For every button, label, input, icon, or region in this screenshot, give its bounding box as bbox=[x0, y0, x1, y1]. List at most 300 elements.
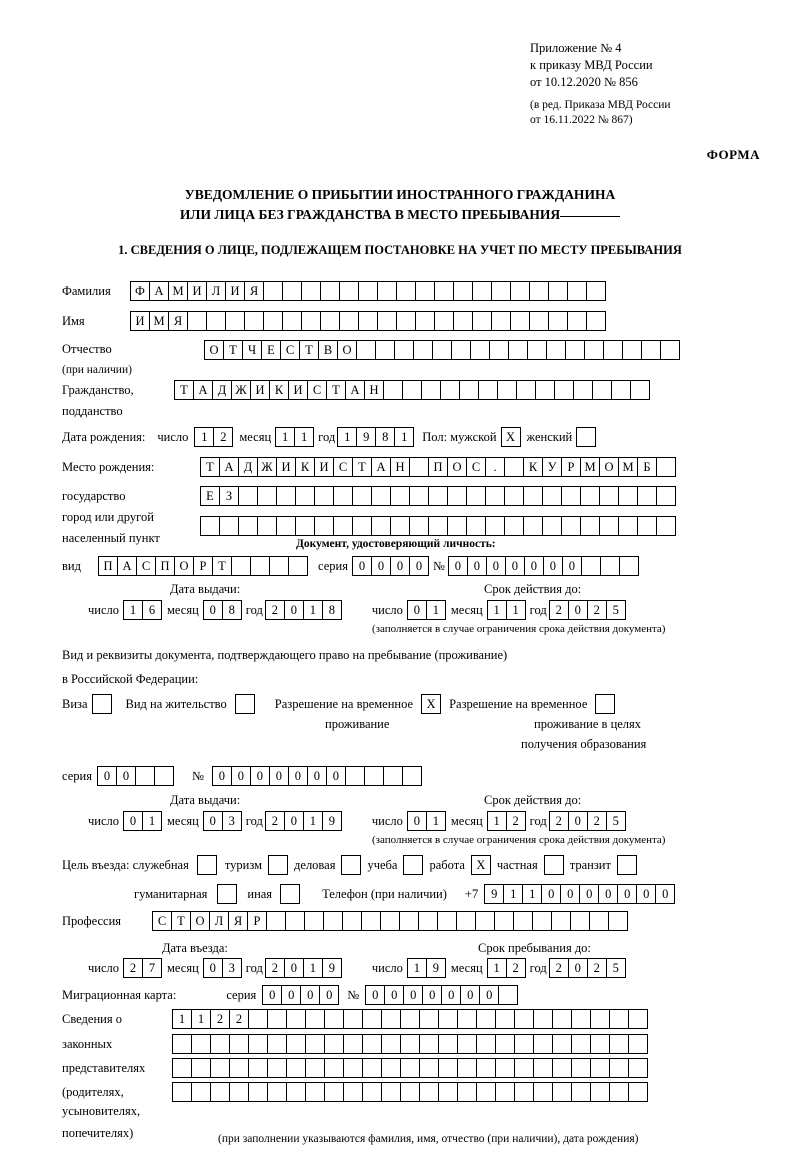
form-cell[interactable]: 1 bbox=[275, 427, 295, 447]
form-cell[interactable] bbox=[409, 516, 429, 536]
form-cell[interactable] bbox=[428, 486, 448, 506]
form-cell[interactable] bbox=[514, 1034, 534, 1054]
form-cell[interactable] bbox=[362, 1082, 382, 1102]
form-cell[interactable] bbox=[580, 486, 600, 506]
form-cell[interactable] bbox=[301, 311, 321, 331]
form-cell[interactable] bbox=[592, 380, 612, 400]
form-cell[interactable]: Л bbox=[209, 911, 229, 931]
form-cell[interactable]: 2 bbox=[229, 1009, 249, 1029]
form-cell[interactable]: 0 bbox=[562, 556, 582, 576]
stay-issue-year-cells[interactable] bbox=[265, 811, 342, 831]
form-cell[interactable]: 0 bbox=[407, 811, 427, 831]
form-cell[interactable] bbox=[609, 1034, 629, 1054]
form-cell[interactable] bbox=[172, 1034, 192, 1054]
form-cell[interactable] bbox=[434, 281, 454, 301]
form-cell[interactable]: 1 bbox=[142, 811, 162, 831]
form-cell[interactable] bbox=[362, 1034, 382, 1054]
form-cell[interactable] bbox=[571, 1009, 591, 1029]
form-cell[interactable]: Т bbox=[174, 380, 194, 400]
form-cell[interactable]: 2 bbox=[549, 811, 569, 831]
form-cell[interactable]: 0 bbox=[231, 766, 251, 786]
form-cell[interactable] bbox=[383, 380, 403, 400]
valid-month-cells[interactable] bbox=[487, 600, 526, 620]
form-cell[interactable]: А bbox=[371, 457, 391, 477]
form-cell[interactable] bbox=[609, 1058, 629, 1078]
form-cell[interactable]: О bbox=[447, 457, 467, 477]
form-cell[interactable]: 0 bbox=[524, 556, 544, 576]
form-cell[interactable] bbox=[235, 694, 255, 714]
form-cell[interactable] bbox=[286, 1034, 306, 1054]
form-cell[interactable] bbox=[342, 911, 362, 931]
form-cell[interactable] bbox=[622, 340, 642, 360]
form-cell[interactable]: 1 bbox=[303, 600, 323, 620]
form-cell[interactable] bbox=[485, 516, 505, 536]
form-cell[interactable] bbox=[438, 1058, 458, 1078]
form-cell[interactable]: 1 bbox=[506, 600, 526, 620]
form-cell[interactable] bbox=[361, 911, 381, 931]
form-cell[interactable] bbox=[362, 1058, 382, 1078]
form-cell[interactable]: 2 bbox=[265, 600, 285, 620]
form-cell[interactable]: 0 bbox=[467, 556, 487, 576]
form-cell[interactable]: 1 bbox=[522, 884, 542, 904]
form-cell[interactable] bbox=[571, 1082, 591, 1102]
form-cell[interactable] bbox=[320, 311, 340, 331]
form-cell[interactable]: И bbox=[288, 380, 308, 400]
form-cell[interactable] bbox=[497, 380, 517, 400]
form-cell[interactable]: 0 bbox=[262, 985, 282, 1005]
form-cell[interactable] bbox=[457, 1034, 477, 1054]
form-cell[interactable]: 9 bbox=[356, 427, 376, 447]
form-cell[interactable]: 1 bbox=[394, 427, 414, 447]
form-cell[interactable] bbox=[267, 1082, 287, 1102]
form-cell[interactable] bbox=[257, 516, 277, 536]
form-cell[interactable] bbox=[305, 1058, 325, 1078]
form-cell[interactable] bbox=[419, 1082, 439, 1102]
form-cell[interactable] bbox=[495, 1034, 515, 1054]
entry-month-cells[interactable] bbox=[203, 958, 242, 978]
form-cell[interactable] bbox=[341, 855, 361, 875]
form-cell[interactable] bbox=[552, 1082, 572, 1102]
form-cell[interactable] bbox=[191, 1082, 211, 1102]
form-cell[interactable]: 1 bbox=[487, 958, 507, 978]
form-cell[interactable]: А bbox=[219, 457, 239, 477]
form-cell[interactable]: 0 bbox=[365, 985, 385, 1005]
doc-series-cells[interactable] bbox=[352, 556, 429, 576]
form-cell[interactable] bbox=[580, 516, 600, 536]
form-cell[interactable]: 1 bbox=[303, 958, 323, 978]
purpose-study-box[interactable] bbox=[403, 855, 423, 875]
form-cell[interactable]: 9 bbox=[322, 811, 342, 831]
form-cell[interactable] bbox=[396, 311, 416, 331]
form-cell[interactable]: Л bbox=[206, 281, 226, 301]
form-cell[interactable]: 0 bbox=[568, 811, 588, 831]
form-cell[interactable]: X bbox=[501, 427, 521, 447]
form-cell[interactable] bbox=[400, 1034, 420, 1054]
form-cell[interactable]: И bbox=[250, 380, 270, 400]
form-cell[interactable] bbox=[589, 911, 609, 931]
form-cell[interactable]: 1 bbox=[294, 427, 314, 447]
form-cell[interactable] bbox=[603, 340, 623, 360]
form-cell[interactable] bbox=[466, 486, 486, 506]
form-cell[interactable] bbox=[491, 311, 511, 331]
form-cell[interactable]: 1 bbox=[487, 811, 507, 831]
phone-cells[interactable] bbox=[484, 884, 675, 904]
form-cell[interactable] bbox=[238, 486, 258, 506]
form-cell[interactable] bbox=[419, 1034, 439, 1054]
form-cell[interactable] bbox=[276, 516, 296, 536]
form-cell[interactable]: 5 bbox=[606, 600, 626, 620]
form-cell[interactable] bbox=[324, 1009, 344, 1029]
birth-day-cells[interactable] bbox=[194, 427, 233, 447]
form-cell[interactable]: 0 bbox=[568, 958, 588, 978]
form-cell[interactable] bbox=[400, 1058, 420, 1078]
form-cell[interactable] bbox=[409, 457, 429, 477]
form-cell[interactable] bbox=[229, 1058, 249, 1078]
form-cell[interactable] bbox=[628, 1009, 648, 1029]
form-cell[interactable]: Т bbox=[223, 340, 243, 360]
form-cell[interactable]: 1 bbox=[123, 600, 143, 620]
form-cell[interactable] bbox=[567, 281, 587, 301]
form-cell[interactable] bbox=[434, 311, 454, 331]
form-cell[interactable] bbox=[438, 1034, 458, 1054]
stay-valid-month-cells[interactable] bbox=[487, 811, 526, 831]
form-cell[interactable]: О bbox=[174, 556, 194, 576]
form-cell[interactable] bbox=[200, 516, 220, 536]
form-cell[interactable] bbox=[476, 1058, 496, 1078]
valid-day-cells[interactable] bbox=[407, 600, 446, 620]
form-cell[interactable] bbox=[206, 311, 226, 331]
form-cell[interactable] bbox=[523, 516, 543, 536]
form-cell[interactable]: 2 bbox=[587, 600, 607, 620]
form-cell[interactable] bbox=[282, 311, 302, 331]
form-cell[interactable] bbox=[476, 1082, 496, 1102]
form-cell[interactable] bbox=[419, 1009, 439, 1029]
form-cell[interactable]: П bbox=[98, 556, 118, 576]
form-cell[interactable] bbox=[191, 1058, 211, 1078]
form-cell[interactable]: 2 bbox=[549, 600, 569, 620]
form-cell[interactable] bbox=[478, 380, 498, 400]
form-cell[interactable] bbox=[533, 1009, 553, 1029]
form-cell[interactable] bbox=[381, 1034, 401, 1054]
form-cell[interactable] bbox=[415, 281, 435, 301]
form-cell[interactable] bbox=[456, 911, 476, 931]
doc-kind-cells[interactable] bbox=[98, 556, 308, 576]
form-cell[interactable] bbox=[533, 1034, 553, 1054]
form-cell[interactable] bbox=[371, 516, 391, 536]
form-cell[interactable] bbox=[514, 1058, 534, 1078]
form-cell[interactable]: Ж bbox=[231, 380, 251, 400]
form-cell[interactable]: 2 bbox=[265, 811, 285, 831]
form-cell[interactable]: 0 bbox=[441, 985, 461, 1005]
visa-box[interactable] bbox=[92, 694, 112, 714]
form-cell[interactable] bbox=[394, 340, 414, 360]
form-cell[interactable] bbox=[314, 486, 334, 506]
form-cell[interactable]: О bbox=[599, 457, 619, 477]
form-cell[interactable] bbox=[514, 1009, 534, 1029]
form-cell[interactable]: Т bbox=[212, 556, 232, 576]
form-cell[interactable] bbox=[628, 1034, 648, 1054]
form-cell[interactable] bbox=[333, 516, 353, 536]
form-cell[interactable] bbox=[491, 281, 511, 301]
legal-rep-row3-cells[interactable] bbox=[172, 1058, 648, 1078]
form-cell[interactable] bbox=[383, 766, 403, 786]
form-cell[interactable] bbox=[551, 911, 571, 931]
form-cell[interactable] bbox=[548, 281, 568, 301]
form-cell[interactable] bbox=[402, 380, 422, 400]
form-cell[interactable] bbox=[377, 281, 397, 301]
form-cell[interactable] bbox=[295, 516, 315, 536]
form-cell[interactable]: М bbox=[618, 457, 638, 477]
form-cell[interactable] bbox=[552, 1034, 572, 1054]
form-cell[interactable] bbox=[542, 486, 562, 506]
stay-number-cells[interactable] bbox=[212, 766, 422, 786]
form-cell[interactable]: 0 bbox=[568, 600, 588, 620]
form-cell[interactable] bbox=[529, 311, 549, 331]
form-cell[interactable]: Н bbox=[390, 457, 410, 477]
form-cell[interactable] bbox=[656, 516, 676, 536]
birth-place-row1-cells[interactable] bbox=[200, 457, 676, 477]
form-cell[interactable]: З bbox=[219, 486, 239, 506]
form-cell[interactable] bbox=[210, 1058, 230, 1078]
form-cell[interactable] bbox=[447, 486, 467, 506]
form-cell[interactable] bbox=[470, 340, 490, 360]
form-cell[interactable] bbox=[399, 911, 419, 931]
form-cell[interactable]: Ф bbox=[130, 281, 150, 301]
form-cell[interactable]: 9 bbox=[322, 958, 342, 978]
form-cell[interactable] bbox=[323, 911, 343, 931]
form-cell[interactable] bbox=[305, 1082, 325, 1102]
form-cell[interactable]: 1 bbox=[426, 811, 446, 831]
form-cell[interactable] bbox=[432, 340, 452, 360]
form-cell[interactable] bbox=[447, 516, 467, 536]
form-cell[interactable] bbox=[565, 340, 585, 360]
form-cell[interactable]: С bbox=[307, 380, 327, 400]
form-cell[interactable]: 1 bbox=[407, 958, 427, 978]
form-cell[interactable]: С bbox=[152, 911, 172, 931]
form-cell[interactable] bbox=[561, 486, 581, 506]
form-cell[interactable]: Я bbox=[228, 911, 248, 931]
form-cell[interactable]: 5 bbox=[606, 811, 626, 831]
form-cell[interactable]: 1 bbox=[172, 1009, 192, 1029]
form-cell[interactable] bbox=[295, 486, 315, 506]
form-cell[interactable] bbox=[498, 985, 518, 1005]
form-cell[interactable]: М bbox=[168, 281, 188, 301]
form-cell[interactable] bbox=[210, 1034, 230, 1054]
birth-year-cells[interactable] bbox=[337, 427, 414, 447]
form-cell[interactable]: 0 bbox=[326, 766, 346, 786]
form-cell[interactable]: 2 bbox=[210, 1009, 230, 1029]
form-cell[interactable]: 0 bbox=[284, 811, 304, 831]
form-cell[interactable] bbox=[380, 911, 400, 931]
purpose-service-box[interactable] bbox=[197, 855, 217, 875]
form-cell[interactable]: 0 bbox=[284, 958, 304, 978]
form-cell[interactable]: 0 bbox=[407, 600, 427, 620]
form-cell[interactable]: 0 bbox=[203, 958, 223, 978]
form-cell[interactable] bbox=[475, 911, 495, 931]
edu-residence-box[interactable] bbox=[595, 694, 615, 714]
form-cell[interactable] bbox=[571, 1058, 591, 1078]
form-cell[interactable]: 0 bbox=[390, 556, 410, 576]
form-cell[interactable]: П bbox=[155, 556, 175, 576]
form-cell[interactable] bbox=[523, 486, 543, 506]
form-cell[interactable] bbox=[533, 1058, 553, 1078]
form-cell[interactable] bbox=[343, 1058, 363, 1078]
form-cell[interactable] bbox=[516, 380, 536, 400]
form-cell[interactable] bbox=[339, 281, 359, 301]
form-cell[interactable]: К bbox=[523, 457, 543, 477]
form-cell[interactable] bbox=[244, 311, 264, 331]
form-cell[interactable] bbox=[630, 380, 650, 400]
form-cell[interactable] bbox=[459, 380, 479, 400]
form-cell[interactable] bbox=[609, 1009, 629, 1029]
form-cell[interactable] bbox=[552, 1058, 572, 1078]
legal-rep-row2-cells[interactable] bbox=[172, 1034, 648, 1054]
form-cell[interactable]: 2 bbox=[506, 958, 526, 978]
form-cell[interactable] bbox=[628, 1082, 648, 1102]
form-cell[interactable]: 0 bbox=[448, 556, 468, 576]
form-cell[interactable] bbox=[504, 516, 524, 536]
form-cell[interactable] bbox=[229, 1082, 249, 1102]
form-cell[interactable] bbox=[567, 311, 587, 331]
doc-number-cells[interactable] bbox=[448, 556, 639, 576]
form-cell[interactable]: О bbox=[204, 340, 224, 360]
form-cell[interactable]: 0 bbox=[460, 985, 480, 1005]
form-cell[interactable] bbox=[617, 855, 637, 875]
form-cell[interactable]: 0 bbox=[250, 766, 270, 786]
form-cell[interactable] bbox=[495, 1058, 515, 1078]
form-cell[interactable]: А bbox=[345, 380, 365, 400]
form-cell[interactable]: 0 bbox=[116, 766, 136, 786]
form-cell[interactable] bbox=[600, 556, 620, 576]
form-cell[interactable] bbox=[656, 457, 676, 477]
form-cell[interactable]: Т bbox=[200, 457, 220, 477]
form-cell[interactable]: 8 bbox=[222, 600, 242, 620]
residence-permit-box[interactable] bbox=[235, 694, 255, 714]
form-cell[interactable] bbox=[641, 340, 661, 360]
form-cell[interactable] bbox=[343, 1034, 363, 1054]
form-cell[interactable] bbox=[267, 1058, 287, 1078]
form-cell[interactable] bbox=[494, 911, 514, 931]
form-cell[interactable]: 0 bbox=[598, 884, 618, 904]
form-cell[interactable]: Е bbox=[261, 340, 281, 360]
form-cell[interactable] bbox=[400, 1009, 420, 1029]
form-cell[interactable] bbox=[339, 311, 359, 331]
entry-year-cells[interactable] bbox=[265, 958, 342, 978]
form-cell[interactable] bbox=[533, 1082, 553, 1102]
form-cell[interactable]: 1 bbox=[503, 884, 523, 904]
issue-day-cells[interactable] bbox=[123, 600, 162, 620]
entry-day-cells[interactable] bbox=[123, 958, 162, 978]
form-cell[interactable] bbox=[421, 380, 441, 400]
form-cell[interactable] bbox=[135, 766, 155, 786]
birth-place-row3-cells[interactable] bbox=[200, 516, 676, 536]
form-cell[interactable]: И bbox=[276, 457, 296, 477]
mig-series-cells[interactable] bbox=[262, 985, 339, 1005]
form-cell[interactable] bbox=[590, 1082, 610, 1102]
form-cell[interactable]: 2 bbox=[213, 427, 233, 447]
form-cell[interactable] bbox=[191, 1034, 211, 1054]
purpose-work-box[interactable] bbox=[471, 855, 491, 875]
form-cell[interactable] bbox=[267, 1034, 287, 1054]
form-cell[interactable] bbox=[637, 486, 657, 506]
form-cell[interactable]: М bbox=[149, 311, 169, 331]
form-cell[interactable]: Ч bbox=[242, 340, 262, 360]
form-cell[interactable] bbox=[573, 380, 593, 400]
form-cell[interactable]: И bbox=[225, 281, 245, 301]
form-cell[interactable] bbox=[358, 311, 378, 331]
form-cell[interactable]: И bbox=[130, 311, 150, 331]
form-cell[interactable]: 0 bbox=[300, 985, 320, 1005]
form-cell[interactable]: X bbox=[471, 855, 491, 875]
form-cell[interactable] bbox=[457, 1009, 477, 1029]
form-cell[interactable]: В bbox=[318, 340, 338, 360]
form-cell[interactable]: 0 bbox=[655, 884, 675, 904]
form-cell[interactable]: 0 bbox=[307, 766, 327, 786]
form-cell[interactable] bbox=[219, 516, 239, 536]
form-cell[interactable]: Я bbox=[244, 281, 264, 301]
form-cell[interactable] bbox=[282, 281, 302, 301]
form-cell[interactable] bbox=[504, 457, 524, 477]
purpose-humanitarian-box[interactable] bbox=[217, 884, 237, 904]
form-cell[interactable]: А bbox=[149, 281, 169, 301]
form-cell[interactable] bbox=[390, 516, 410, 536]
form-cell[interactable]: С bbox=[280, 340, 300, 360]
form-cell[interactable] bbox=[495, 1009, 515, 1029]
form-cell[interactable] bbox=[535, 380, 555, 400]
form-cell[interactable]: Д bbox=[212, 380, 232, 400]
form-cell[interactable]: 0 bbox=[319, 985, 339, 1005]
form-cell[interactable] bbox=[476, 1009, 496, 1029]
form-cell[interactable]: 2 bbox=[549, 958, 569, 978]
form-cell[interactable] bbox=[301, 281, 321, 301]
form-cell[interactable] bbox=[187, 311, 207, 331]
form-cell[interactable] bbox=[381, 1009, 401, 1029]
form-cell[interactable]: С bbox=[466, 457, 486, 477]
issue-month-cells[interactable] bbox=[203, 600, 242, 620]
form-cell[interactable] bbox=[288, 556, 308, 576]
form-cell[interactable] bbox=[546, 340, 566, 360]
form-cell[interactable]: 2 bbox=[587, 958, 607, 978]
form-cell[interactable] bbox=[453, 281, 473, 301]
patronymic-cells[interactable] bbox=[204, 340, 680, 360]
form-cell[interactable] bbox=[590, 1009, 610, 1029]
purpose-other-box[interactable] bbox=[280, 884, 300, 904]
form-cell[interactable] bbox=[345, 766, 365, 786]
form-cell[interactable] bbox=[532, 911, 552, 931]
form-cell[interactable]: 0 bbox=[543, 556, 563, 576]
form-cell[interactable] bbox=[356, 340, 376, 360]
issue-year-cells[interactable] bbox=[265, 600, 342, 620]
form-cell[interactable] bbox=[269, 556, 289, 576]
stay-issue-month-cells[interactable] bbox=[203, 811, 242, 831]
form-cell[interactable] bbox=[154, 766, 174, 786]
form-cell[interactable] bbox=[527, 340, 547, 360]
form-cell[interactable] bbox=[263, 281, 283, 301]
form-cell[interactable] bbox=[197, 855, 217, 875]
form-cell[interactable]: 1 bbox=[191, 1009, 211, 1029]
form-cell[interactable] bbox=[466, 516, 486, 536]
form-cell[interactable] bbox=[217, 884, 237, 904]
form-cell[interactable] bbox=[637, 516, 657, 536]
form-cell[interactable]: 0 bbox=[384, 985, 404, 1005]
form-cell[interactable]: 0 bbox=[352, 556, 372, 576]
citizenship-cells[interactable] bbox=[174, 380, 650, 400]
form-cell[interactable] bbox=[324, 1082, 344, 1102]
stay-valid-year-cells[interactable] bbox=[549, 811, 626, 831]
form-cell[interactable] bbox=[570, 911, 590, 931]
form-cell[interactable] bbox=[415, 311, 435, 331]
form-cell[interactable]: 0 bbox=[123, 811, 143, 831]
